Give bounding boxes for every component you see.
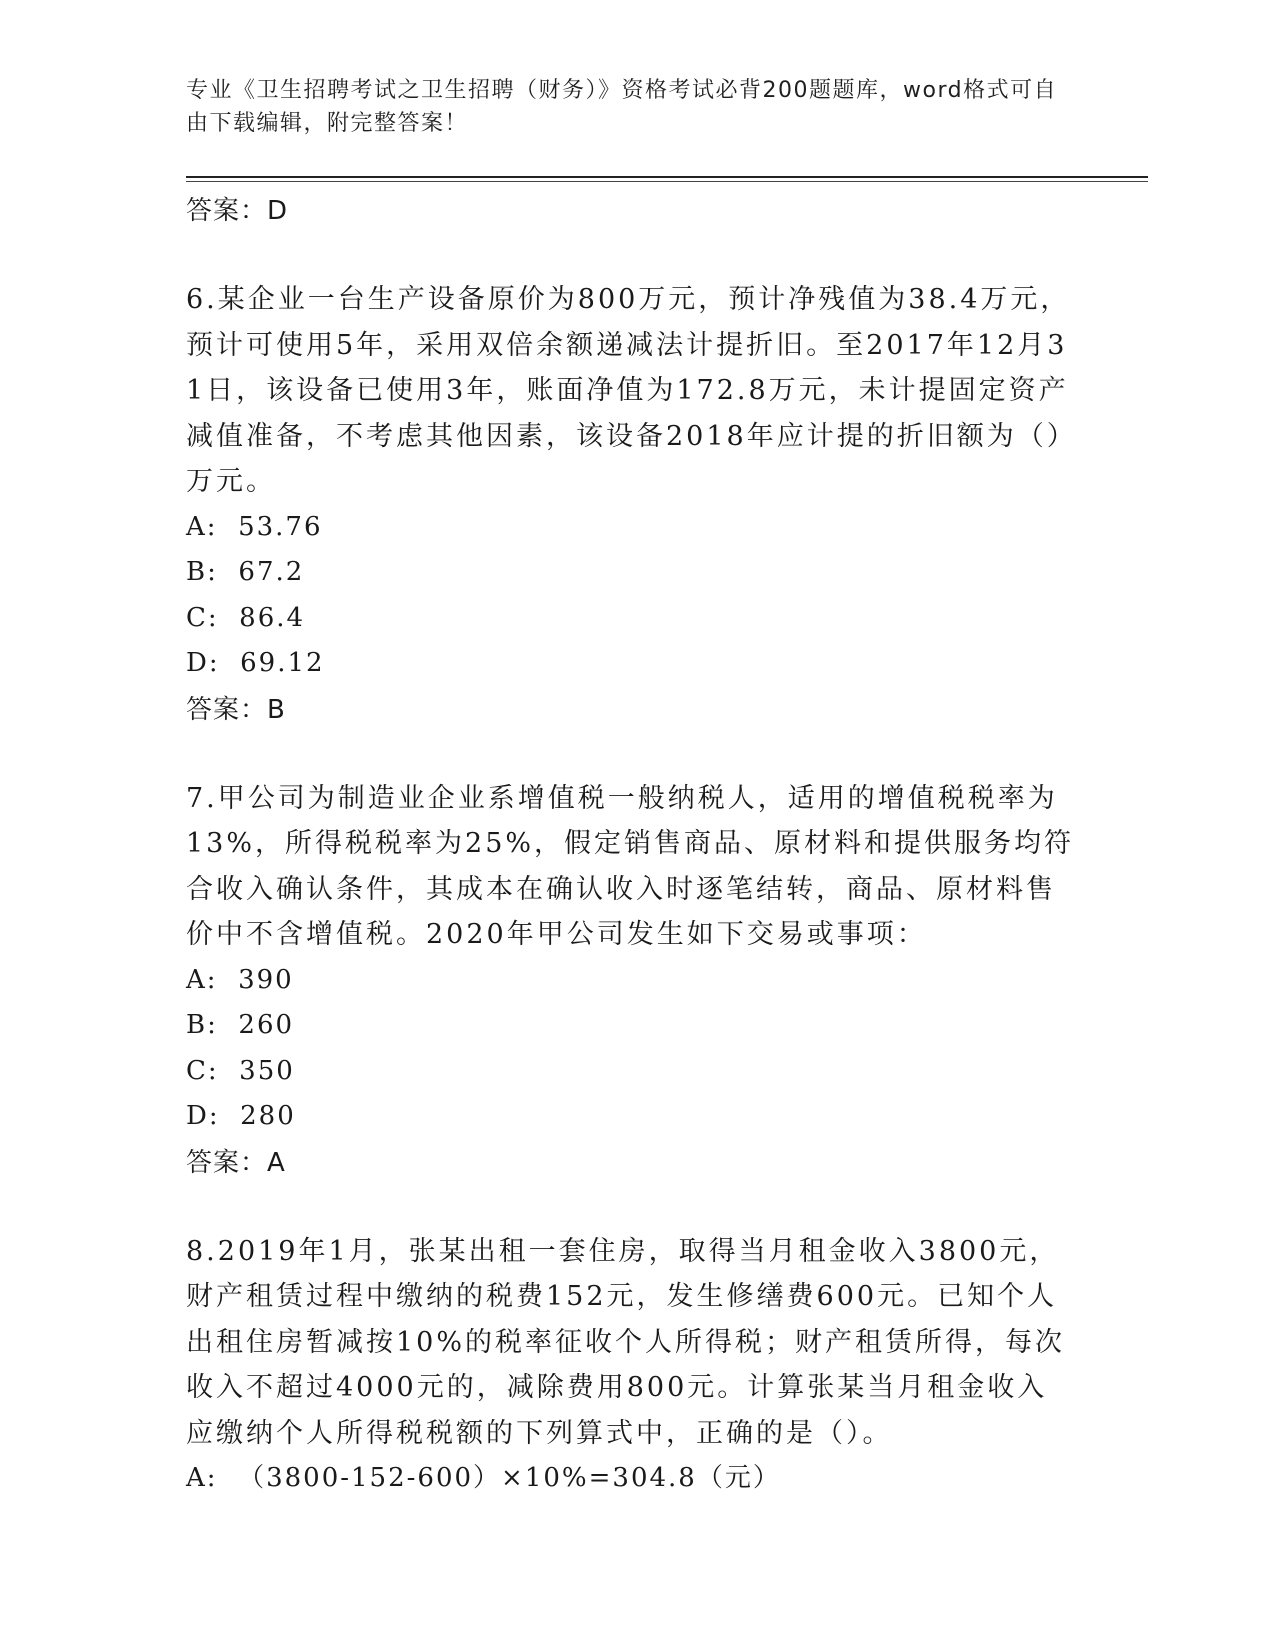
question-text: 8.2019年1月，张某出租一套住房，取得当月租金收入3800元，财产租赁过程中缴纳的税费152元，发生修缮费600元。已知个人出租住房暂减按10%的税率征收个人所得税；财产租赁所得，每次收入不超过4000元的，减除费用800元。计算张某当月租金收入应缴纳个人所得税税额的下列算式中，正确的是（）。 [186, 1235, 1066, 1449]
option-a: A: （3800-152-600）×10%=304.8（元） [186, 1463, 781, 1493]
option-d: D: 69.12 [186, 648, 325, 678]
answer-label: 答案：D [186, 196, 289, 226]
question-list [186, 188, 1076, 1502]
option-a: A: 53.76 [186, 511, 323, 542]
option-b: B: 67.2 [186, 557, 305, 587]
question-block [186, 277, 1076, 733]
header-rule [186, 176, 1148, 178]
answer-label: 答案：B [186, 694, 286, 725]
option-a: A: 390 [186, 964, 294, 995]
question-text: 7.甲公司为制造业企业系增值税一般纳税人，适用的增值税税率为13%，所得税税率为25%，假定销售商品、原材料和提供服务均符合收入确认条件，其成本在确认收入时逐笔结转，商品、原材料售价中不含增值税。2020年甲公司发生如下交易或事项： [186, 782, 1075, 950]
answer-label: 答案：A [186, 1147, 286, 1178]
question-text: 6.某企业一台生产设备原价为800万元，预计净残值为38.4万元，预计可使用5年，采用双倍余额递减法计提折旧。至2017年12月31日，该设备已使用3年，账面净值为172.8万元，未计提固定资产减值准备，不考虑其他因素，该设备2018年应计提的折旧额为（）万元。 [186, 284, 1071, 497]
option-c: C: 86.4 [186, 602, 306, 633]
page-header: 专业《卫生招聘考试之卫生招聘（财务）》资格考试必背200题题库，word格式可自由下载编辑，附完整答案！ [186, 78, 1058, 136]
header-rule-thin [186, 181, 1148, 182]
question-block [186, 1229, 1076, 1502]
question-block [186, 776, 1076, 1186]
option-b: B: 260 [186, 1010, 295, 1040]
option-c: C: 350 [186, 1055, 295, 1086]
option-d: D: 280 [186, 1101, 296, 1131]
